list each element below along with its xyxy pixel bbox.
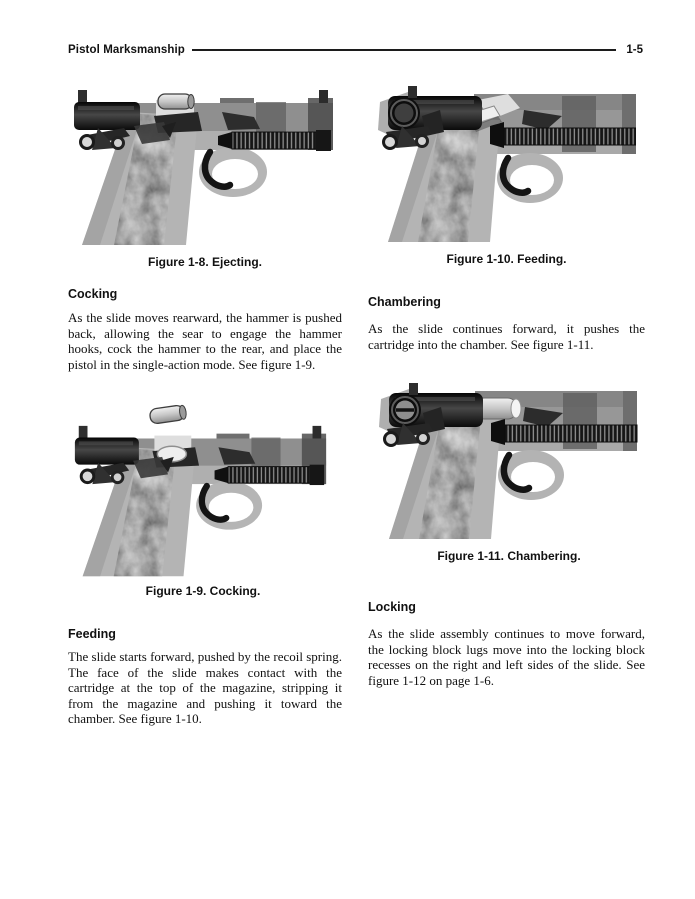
- figure-1-11-caption: Figure 1-11. Chambering.: [437, 549, 581, 563]
- section-body-feeding: The slide starts forward, pushed by the recoil spring. The face of the slide makes contact with the cartridge at the top of the magazine, stripping it from the magazine and pushing it toward the chamber. See figure 1-10.: [68, 649, 342, 726]
- figure-1-11-chambering-illustration: [376, 378, 642, 543]
- section-heading-feeding: Feeding: [68, 627, 116, 641]
- section-heading-cocking: Cocking: [68, 287, 118, 301]
- figure-1-9-cocking-illustration: [66, 404, 340, 578]
- section-body-cocking: As the slide moves rearward, the hammer is pushed back, allowing the sear to engage the hammer hooks, cock the hammer to the rear, and place the pistol in the single-action mode. See figure 1-9.: [68, 310, 342, 372]
- section-heading-chambering: Chambering: [368, 295, 441, 309]
- running-header-title: Pistol Marksmanship: [68, 44, 185, 56]
- page-number: 1-5: [626, 44, 643, 56]
- header-rule: [192, 49, 616, 51]
- figure-1-10-caption: Figure 1-10. Feeding.: [446, 252, 567, 266]
- section-body-locking: As the slide assembly continues to move forward, the locking block lugs move into the locking block recesses on the right and left sides of the slide. See figure 1-12 on page 1-6.: [368, 626, 645, 688]
- figure-1-8-ejecting-illustration: [70, 86, 335, 245]
- figure-1-8-caption: Figure 1-8. Ejecting.: [147, 255, 263, 269]
- figure-1-10-feeding-illustration: [378, 86, 636, 242]
- section-heading-locking: Locking: [368, 600, 416, 614]
- section-body-chambering: As the slide continues forward, it pushes the cartridge into the chamber. See figure 1-11.: [368, 321, 645, 352]
- figure-1-9-caption: Figure 1-9. Cocking.: [145, 584, 261, 598]
